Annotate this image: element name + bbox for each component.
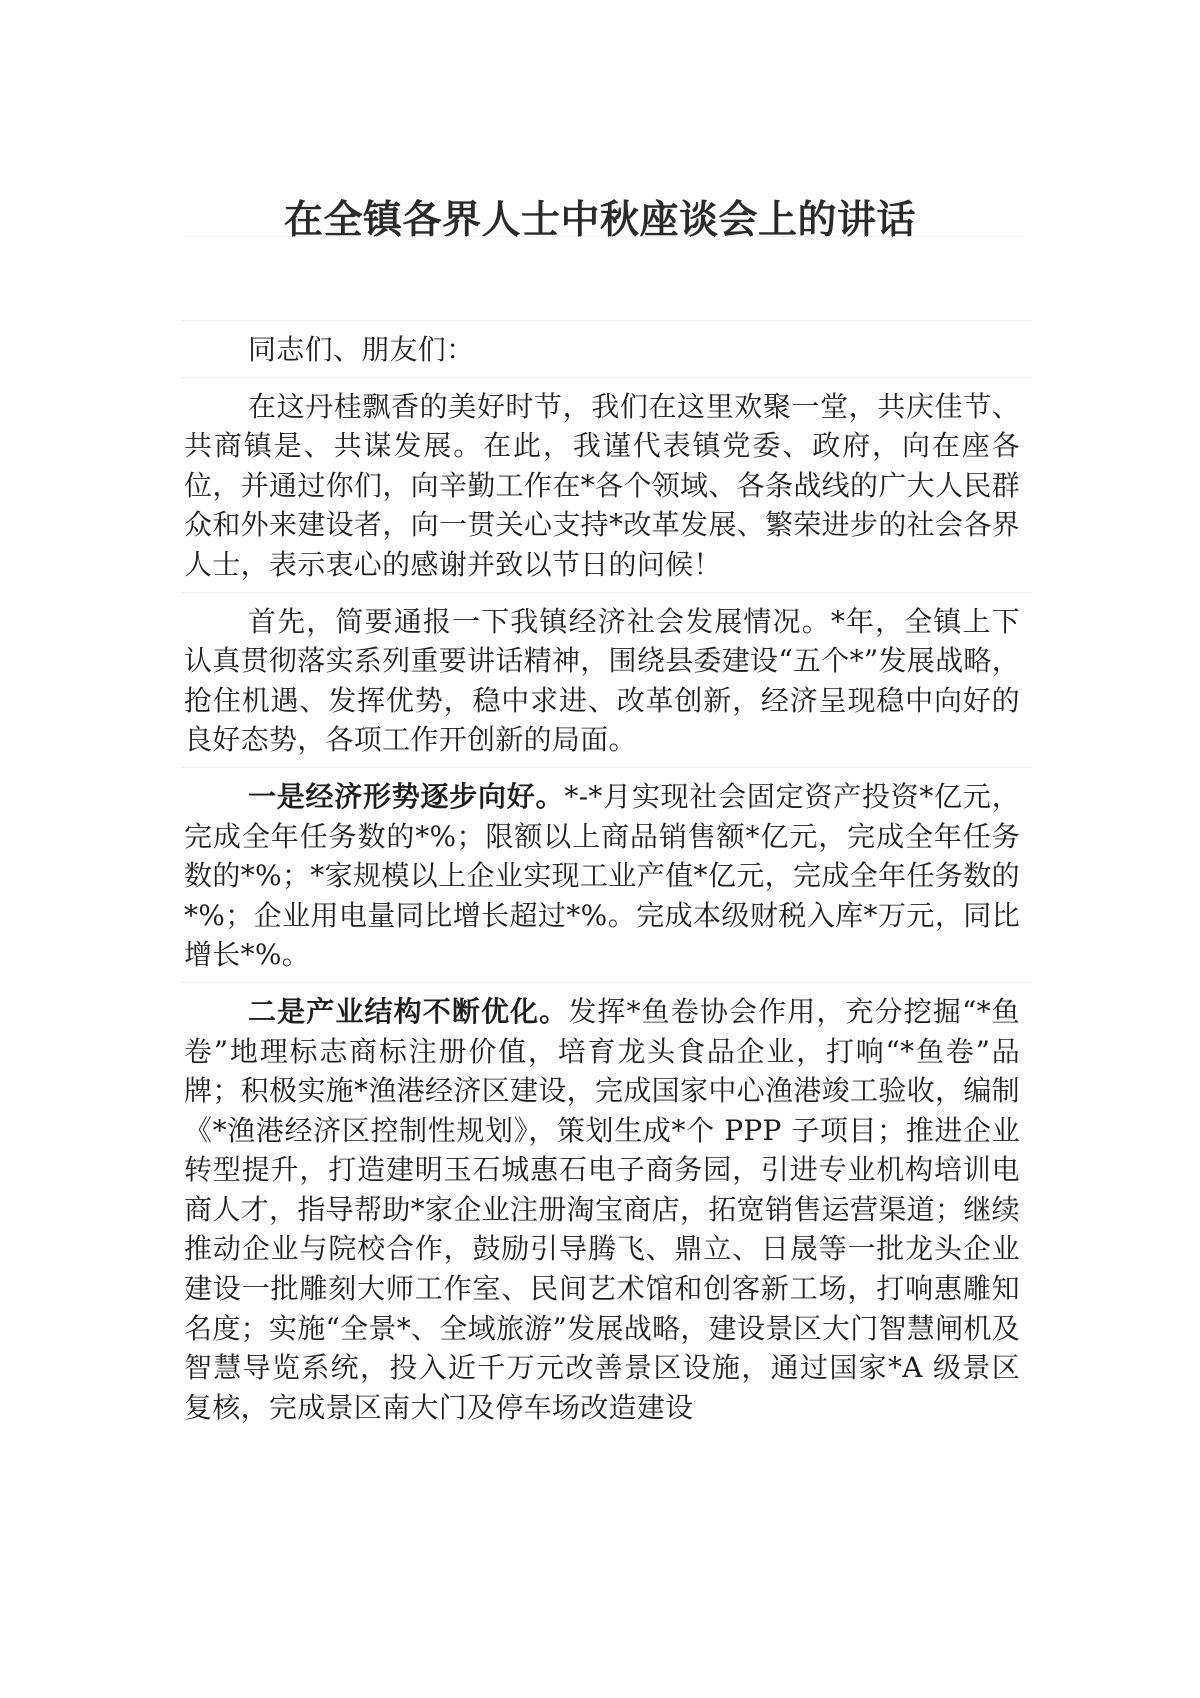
title-divider: [186, 236, 1024, 237]
paragraph-lead: 一是经济形势逐步向好。: [248, 779, 565, 813]
paragraph-text: 发挥*鱼卷协会作用，充分挖掘“*鱼卷”地理标志商标注册价值，培育龙头食品企业，打响“*鱼卷”品牌；积极实施*渔港经济区建设，完成国家中心渔港竣工验收，编制《*渔港经济区控制性规划》，策划生成*个 PPP 子项目；推进企业转型提升，打造建明玉石城惠石电子商务园，引进专业机构培训电商人才，指导帮助*家企业注册淘宝商店，拓宽销售运营渠道；继续推动企业与院校合作，鼓励引导腾飞、鼎立、日晟等一批龙头企业建设一批雕刻大师工作室、民间艺术馆和创客新工场，打响惠雕知名度；实施“全景*、全域旅游”发展战略，建设景区大门智慧闸机及智慧导览系统，投入近千万元改善景区设施，通过国家*A 级景区复核，完成景区南大门及停车场改造建设: [184, 994, 1020, 1424]
document-title: 在全镇各界人士中秋座谈会上的讲话: [283, 198, 916, 243]
paragraph-economy: [184, 777, 1020, 975]
paragraph-text: 在这丹桂飘香的美好时节，我们在这里欢聚一堂，共庆佳节、共商镇是、共谋发展。在此，我谨代表镇党委、政府，向在座各位，并通过你们，向辛勤工作在*各个领域、各条战线的广大人民群众和外来建设者，向一贯关心支持*改革发展、繁荣进步的社会各界人士，表示衷心的感谢并致以节日的问候！: [184, 389, 1020, 581]
paragraph-industry: [184, 992, 1020, 1428]
document-body: [184, 330, 1020, 1427]
paragraph-text: *-*月实现社会固定资产投资*亿元，完成全年任务数的*%；限额以上商品销售额*亿元，完成全年任务数的*%；*家规模以上企业实现工业产值*亿元，完成全年任务数的*%；企业用电量同比增长超过*%。完成本级财税入库*万元，同比增长*%。: [184, 779, 1020, 972]
salutation: 同志们、朋友们：: [184, 330, 1020, 370]
paragraph-overview: [184, 602, 1020, 760]
paragraph-greeting: [184, 387, 1020, 585]
paragraph-text: 首先，简要通报一下我镇经济社会发展情况。*年，全镇上下认真贯彻落实系列重要讲话精神，围绕县委建设“五个*”发展战略，抢住机遇、发挥优势，稳中求进、改革创新，经济呈现稳中向好的良好态势，各项工作开创新的局面。: [184, 604, 1020, 757]
paragraph-lead: 二是产业结构不断优化。: [248, 994, 569, 1028]
